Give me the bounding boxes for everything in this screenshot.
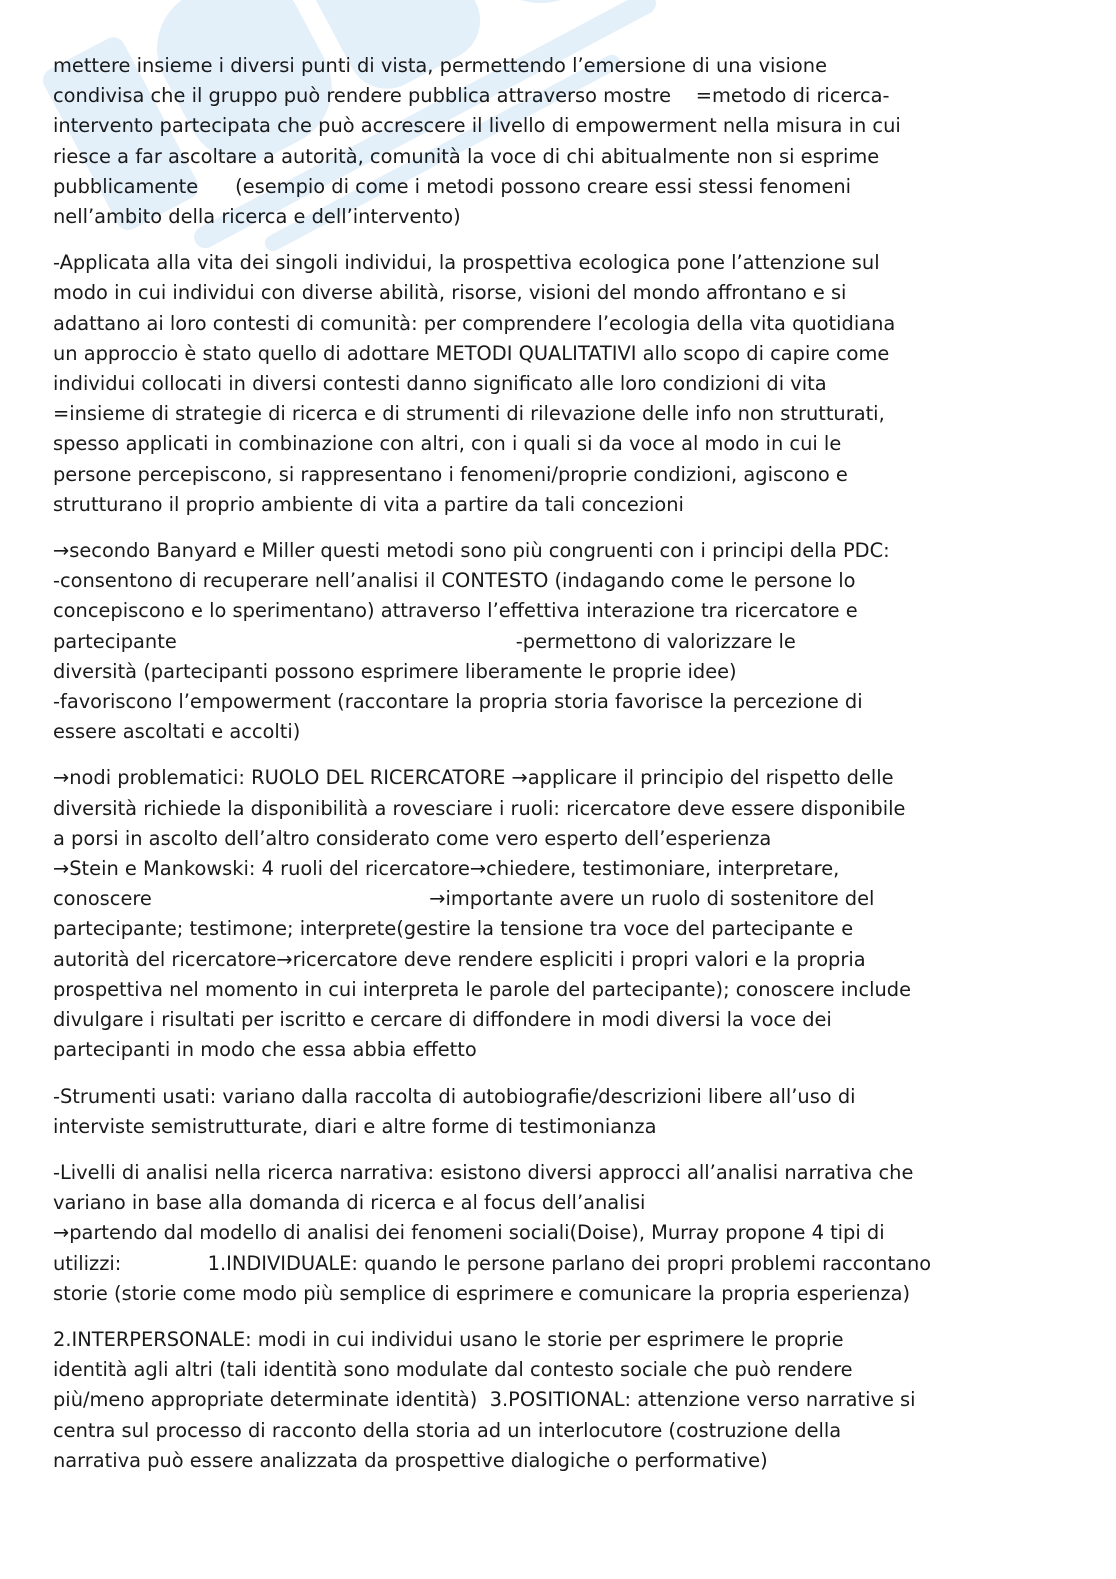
text-line: partecipante -permettono di valorizzare le (53, 629, 796, 653)
text-line: autorità del ricercatore→ricercatore deve rendere espliciti i propri valori e la propria (53, 947, 866, 971)
text-line: prospettiva nel momento in cui interpreta le parole del partecipante); conoscere include (53, 977, 912, 1001)
paragraph (53, 1082, 1063, 1142)
text-line: un approccio è stato quello di adottare METODI QUALITATIVI allo scopo di capire come (53, 341, 890, 365)
paragraph (53, 536, 1063, 747)
paragraph (53, 1325, 1063, 1476)
paragraph (53, 248, 1063, 520)
text-line: →Stein e Mankowski: 4 ruoli del ricercatore→chiedere, testimoniare, interpretare, (53, 857, 840, 881)
text-line: condivisa che il gruppo può rendere pubblica attraverso mostre =metodo di ricerca- (53, 84, 890, 108)
text-line: storie (storie come modo più semplice di esprimere e comunicare la propria esperienza) (53, 1281, 911, 1305)
text-line: narrativa può essere analizzata da prospettive dialogiche o performative) (53, 1448, 768, 1472)
text-line: individui collocati in diversi contesti danno significato alle loro condizioni di vita (53, 372, 827, 396)
text-line: =insieme di strategie di ricerca e di strumenti di rilevazione delle info non strutturati, (53, 402, 885, 426)
text-line: intervento partecipata che può accrescere il livello di empowerment nella misura in cui (53, 114, 901, 138)
paragraph (53, 763, 1063, 1065)
text-line: -Strumenti usati: variano dalla raccolta di autobiografie/descrizioni libere all’uso di (53, 1084, 856, 1108)
text-line: centra sul processo di racconto della storia ad un interlocutore (costruzione della (53, 1418, 842, 1442)
text-line: riesce a far ascoltare a autorità, comunità la voce di chi abitualmente non si esprime (53, 144, 880, 168)
text-line: 2.INTERPERSONALE: modi in cui individui usano le storie per esprimere le proprie (53, 1327, 844, 1351)
text-line: -Applicata alla vita dei singoli individui, la prospettiva ecologica pone l’attenzione sul (53, 251, 880, 275)
text-line: conoscere →importante avere un ruolo di sostenitore del (53, 887, 875, 911)
paragraph (53, 1158, 1063, 1309)
text-line: persone percepiscono, si rappresentano i fenomeni/proprie condizioni, agiscono e (53, 462, 848, 486)
text-line: -consentono di recuperare nell’analisi il CONTESTO (indagando come le persone lo (53, 569, 856, 593)
text-line: più/meno appropriate determinate identità) 3.POSITIONAL: attenzione verso narrative si (53, 1388, 916, 1412)
text-line: spesso applicati in combinazione con altri, con i quali si da voce al modo in cui le (53, 432, 842, 456)
text-line: divulgare i risultati per iscritto e cercare di diffondere in modi diversi la voce dei (53, 1008, 832, 1032)
text-line: strutturano il proprio ambiente di vita a partire da tali concezioni (53, 492, 684, 516)
text-line: -favoriscono l’empowerment (raccontare la propria storia favorisce la percezione di (53, 690, 863, 714)
text-line: →partendo dal modello di analisi dei fenomeni sociali(Doise), Murray propone 4 tipi di (53, 1221, 885, 1245)
text-line: diversità richiede la disponibilità a rovesciare i ruoli: ricercatore deve essere disponibile (53, 796, 906, 820)
text-line: →nodi problematici: RUOLO DEL RICERCATORE →applicare il principio del rispetto delle (53, 766, 894, 790)
document-page (53, 51, 1063, 1492)
text-line: nell’ambito della ricerca e dell’intervento) (53, 205, 461, 229)
text-line: utilizzi: 1.INDIVIDUALE: quando le persone parlano dei propri problemi raccontano (53, 1251, 932, 1275)
text-line: pubblicamente (esempio di come i metodi possono creare essi stessi fenomeni (53, 174, 852, 198)
text-line: concepiscono e lo sperimentano) attraverso l’effettiva interazione tra ricercatore e (53, 599, 858, 623)
text-line: diversità (partecipanti possono esprimere liberamente le proprie idee) (53, 659, 737, 683)
text-line: interviste semistrutturate, diari e altre forme di testimonianza (53, 1114, 657, 1138)
text-line: adattano ai loro contesti di comunità: per comprendere l’ecologia della vita quotidiana (53, 311, 896, 335)
text-line: variano in base alla domanda di ricerca e al focus dell’analisi (53, 1191, 646, 1215)
text-line: partecipanti in modo che essa abbia effetto (53, 1038, 477, 1062)
text-line: identità agli altri (tali identità sono modulate dal contesto sociale che può rendere (53, 1358, 853, 1382)
text-line: →secondo Banyard e Miller questi metodi sono più congruenti con i principi della PDC: (53, 539, 890, 563)
paragraph (53, 51, 1063, 232)
text-line: a porsi in ascolto dell’altro considerato come vero esperto dell’esperienza (53, 826, 772, 850)
text-line: modo in cui individui con diverse abilità, risorse, visioni del mondo affrontano e si (53, 281, 847, 305)
text-line: partecipante; testimone; interprete(gestire la tensione tra voce del partecipante e (53, 917, 854, 941)
text-line: mettere insieme i diversi punti di vista, permettendo l’emersione di una visione (53, 54, 828, 77)
text-line: -Livelli di analisi nella ricerca narrativa: esistono diversi approcci all’analisi narrativa che (53, 1160, 914, 1184)
text-line: essere ascoltati e accolti) (53, 720, 301, 744)
